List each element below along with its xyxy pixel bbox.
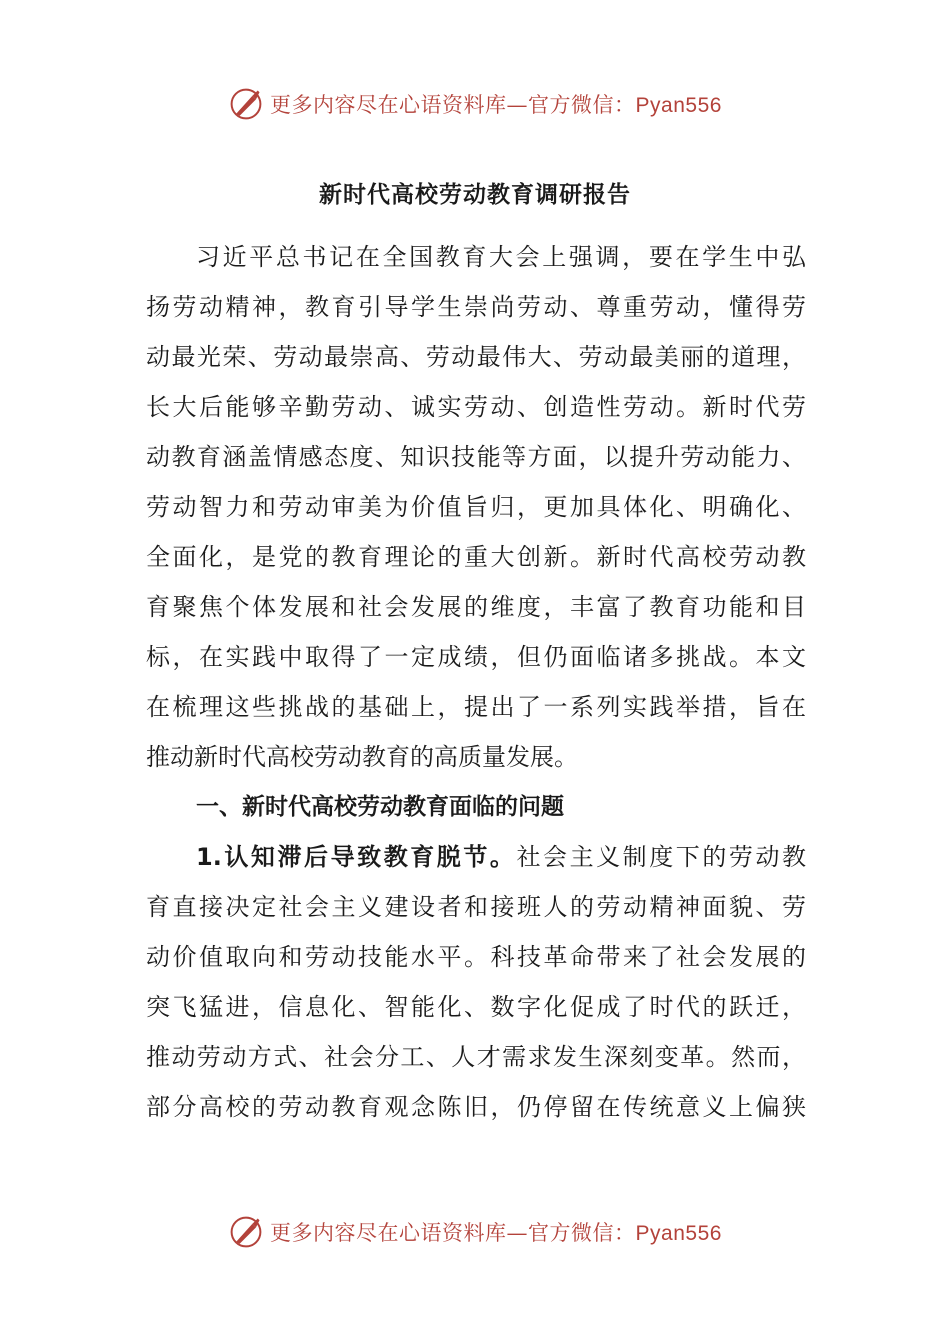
intro-line: 推动新时代高校劳动教育的高质量发展。 (146, 743, 578, 771)
intro-line: 动教育涵盖情感态度、知识技能等方面，以提升劳动能力、 (146, 443, 806, 471)
section-heading: 一、新时代高校劳动教育面临的问题 (196, 794, 564, 820)
pen-nib-logo-icon (228, 1214, 264, 1250)
pen-nib-logo-icon (228, 86, 264, 122)
point-line: 推动劳动方式、社会分工、人才需求发生深刻变革。然而， (146, 1043, 806, 1071)
document-title: 新时代高校劳动教育调研报告 (319, 182, 631, 208)
watermark-text (270, 1217, 722, 1247)
watermark-brand: 更多内容尽在心语资料库—官方微信： (270, 93, 636, 117)
point-lead: 1.认知滞后导致教育脱节。 (196, 843, 517, 871)
point-line-first (146, 832, 806, 882)
point-line: 动价值取向和劳动技能水平。科技革命带来了社会发展的 (146, 943, 806, 971)
point-first-rest: 社会主义制度下的劳动教 (516, 843, 807, 871)
intro-line: 习近平总书记在全国教育大会上强调，要在学生中弘 (196, 243, 806, 271)
intro-line: 长大后能够辛勤劳动、诚实劳动、创造性劳动。新时代劳 (146, 393, 806, 421)
intro-line: 标，在实践中取得了一定成绩，但仍面临诸多挑战。本文 (146, 643, 806, 671)
watermark-brand: 更多内容尽在心语资料库—官方微信： (270, 1221, 636, 1245)
intro-line: 全面化，是党的教育理论的重大创新。新时代高校劳动教 (146, 543, 806, 571)
watermark-text (270, 89, 722, 119)
intro-line: 在梳理这些挑战的基础上，提出了一系列实践举措，旨在 (146, 693, 806, 721)
intro-line: 扬劳动精神，教育引导学生崇尚劳动、尊重劳动，懂得劳 (146, 293, 806, 321)
point-line: 部分高校的劳动教育观念陈旧，仍停留在传统意义上偏狭 (146, 1093, 806, 1121)
intro-line: 育聚焦个体发展和社会发展的维度，丰富了教育功能和目 (146, 593, 806, 621)
point-line: 突飞猛进，信息化、智能化、数字化促成了时代的跃迁， (146, 993, 806, 1021)
point-line: 育直接决定社会主义建设者和接班人的劳动精神面貌、劳 (146, 893, 806, 921)
document-body (146, 232, 806, 1132)
watermark-wechat-id: Pyan556 (635, 94, 722, 117)
intro-line: 动最光荣、劳动最崇高、劳动最伟大、劳动最美丽的道理， (146, 343, 806, 371)
intro-line: 劳动智力和劳动审美为价值旨归，更加具体化、明确化、 (146, 493, 806, 521)
footer-watermark (0, 1210, 950, 1254)
watermark-wechat-id: Pyan556 (635, 1222, 722, 1245)
header-watermark (0, 82, 950, 126)
